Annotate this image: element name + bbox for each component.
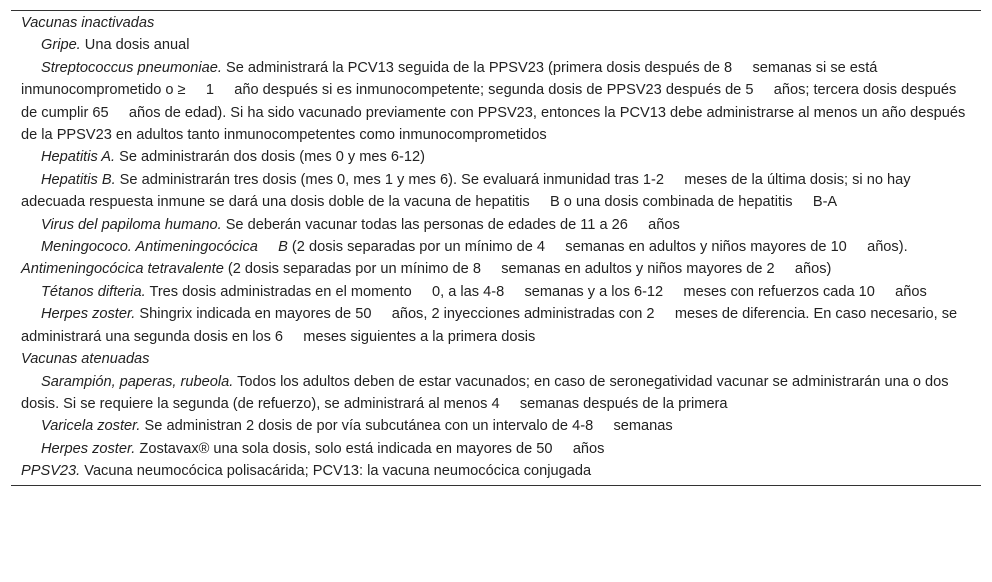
footnote-text: Vacuna neumocócica polisacárida; PCV13: la vacuna neumocócica conjugada (80, 463, 592, 480)
entry-meningococo (11, 236, 981, 281)
entry-text: Se administran 2 dosis de por vía subcutánea con un intervalo de 4-8 semanas (140, 418, 673, 435)
entry-tetanos (11, 281, 981, 303)
entry-term-secondary: Antimeningocócica tetravalente (21, 261, 224, 278)
entry-term: Gripe. (41, 37, 81, 54)
entry-gripe (11, 34, 981, 56)
entry-term: Herpes zoster. (41, 306, 136, 323)
entry-text: Shingrix indicada en mayores de 50 años, 2 inyecciones administradas con 2 meses de diferencia. En caso necesario, se administrará una segunda dosis en los 6 meses siguientes a la primera dosis (21, 306, 962, 345)
entry-text: (2 dosis separadas por un mínimo de 4 semanas en adultos y niños mayores de 10 años). (287, 239, 912, 256)
entry-hepatitis-b (11, 169, 981, 214)
entry-text: Zostavax® una sola dosis, solo está indicada en mayores de 50 años (135, 440, 605, 457)
entry-text: Tres dosis administradas en el momento 0, a las 4-8 semanas y a los 6-12 meses con refuerzos cada 10 años (145, 283, 927, 300)
entry-text: Se administrarán dos dosis (mes 0 y mes 6-12) (115, 149, 425, 166)
entry-varicela (11, 415, 981, 437)
entry-hepatitis-a (11, 146, 981, 168)
entry-vph (11, 214, 981, 236)
entry-text: Una dosis anual (80, 37, 190, 54)
entry-term: Meningococo. Antimeningocócica B (41, 239, 288, 256)
footnote-term: PPSV23. (21, 463, 81, 480)
entry-term: Virus del papiloma humano. (41, 216, 222, 233)
entry-text-secondary: (2 dosis separadas por un mínimo de 8 semanas en adultos y niños mayores de 2 años) (223, 261, 832, 278)
entry-term: Varicela zoster. (41, 418, 141, 435)
entry-herpes-inactivated (11, 303, 981, 348)
entry-term: Streptococcus pneumoniae. (41, 59, 222, 76)
entry-term: Herpes zoster. (41, 440, 136, 457)
section-heading-inactivated: Vacunas inactivadas (21, 15, 155, 31)
footnote (11, 460, 981, 482)
entry-text: Todos los adultos deben de estar vacunados; en caso de seronegatividad vacunar se administrarán una o dos dosis. Si se requiere la segunda (de refuerzo), se administrará al menos 4 semanas después de la primera (21, 373, 953, 412)
entry-text: Se administrará la PCV13 seguida de la PPSV23 (primera dosis después de 8 semanas si se está inmunocomprometido o ≥ 1 año después si es inmunocompetente; segunda dosis de PPSV23 después de 5 años; tercera dosis después de cumplir 65 años de edad). Si ha sido vacunado previamente con PPSV23, entonces la PCV13 debe administrarse al menos un año después de la PPSV23 en adultos tanto inmunocompetentes como inmunocomprometidos (21, 59, 970, 144)
vaccine-table (11, 10, 981, 486)
entry-herpes-attenuated (11, 438, 981, 460)
entry-term: Hepatitis B. (41, 171, 116, 188)
entry-text: Se deberán vacunar todas las personas de edades de 11 a 26 años (221, 216, 680, 233)
entry-term: Sarampión, paperas, rubeola. (41, 373, 234, 390)
section-heading-attenuated: Vacunas atenuadas (21, 351, 150, 368)
entry-text: Se administrarán tres dosis (mes 0, mes 1 y mes 6). Se evaluará inmunidad tras 1-2 meses de la última dosis; si no hay adecuada respuesta inmune se dará una dosis doble de la vacuna de hepatitis B o una dosis combinada de hepatitis B-A (21, 171, 915, 211)
entry-term: Hepatitis A. (41, 149, 116, 166)
entry-sarampion (11, 371, 981, 416)
entry-term: Tétanos difteria. (41, 283, 146, 300)
entry-streptococcus (11, 57, 981, 147)
